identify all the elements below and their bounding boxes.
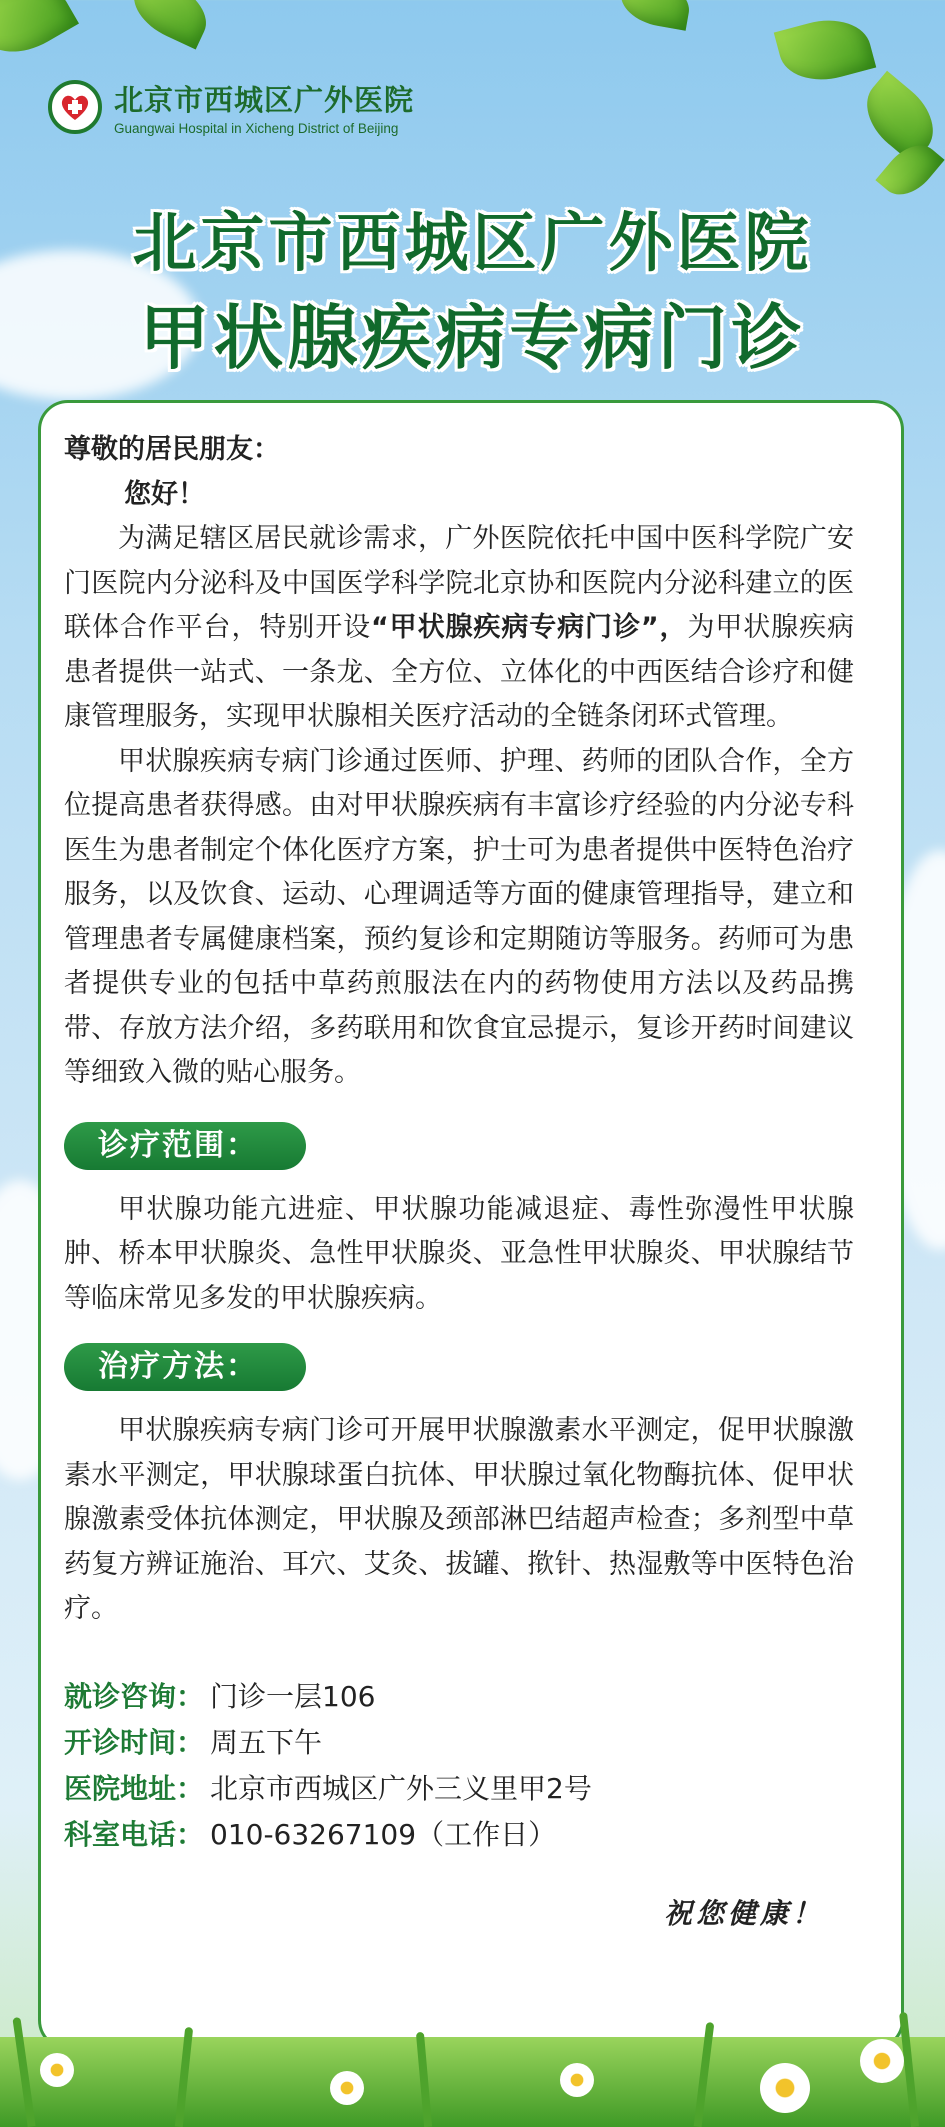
- info-row-address: [64, 1766, 854, 1812]
- hospital-emblem-icon: [48, 80, 102, 134]
- leaf-decoration: [0, 0, 79, 68]
- scope-section: [64, 1122, 854, 1322]
- page-title-line2: 甲状腺疾病专病门诊: [139, 297, 806, 379]
- hospital-logo: [48, 78, 414, 136]
- scope-text: 甲状腺功能亢进症、甲状腺功能减退症、毒性弥漫性甲状腺肿、桥本甲状腺炎、急性甲状腺炎、亚急性甲状腺炎、甲状腺结节等临床常见多发的甲状腺疾病。: [64, 1193, 854, 1314]
- info-row-phone: [64, 1812, 854, 1858]
- intro-text: 为甲状腺疾病患者提供一站式、一条龙、全方位、立体化的中西医结合诊疗和健康管理服务，实现甲状腺相关医疗活动的全链条闭环式管理。: [64, 612, 855, 732]
- daisy-flower: [560, 2063, 594, 2097]
- methods-heading: 治疗方法：: [64, 1343, 306, 1391]
- info-value: 门诊一层106: [210, 1679, 376, 1713]
- methods-section: [64, 1343, 854, 1632]
- logo-name-cn: 北京市西城区广外医院: [114, 83, 415, 117]
- intro-paragraph-1: [64, 517, 854, 740]
- page-title-line1: 北京市西城区广外医院: [132, 207, 813, 281]
- info-value: 周五下午: [210, 1725, 323, 1759]
- daisy-flower: [40, 2053, 74, 2087]
- scope-heading: 诊疗范围：: [64, 1122, 306, 1170]
- info-label: 开诊时间：: [64, 1725, 205, 1759]
- info-row-hours: [64, 1720, 854, 1766]
- daisy-flower: [860, 2039, 904, 2083]
- closing-signature: 祝您健康！: [663, 1896, 824, 1930]
- info-label: 科室电话：: [64, 1817, 205, 1851]
- daisy-flower: [330, 2071, 364, 2105]
- info-label: 就诊咨询：: [64, 1679, 205, 1713]
- clinic-name-highlight: “甲状腺疾病专病门诊”，: [371, 612, 688, 643]
- logo-name-en: Guangwai Hospital in Xicheng District of Beijing: [114, 121, 399, 136]
- contact-info: [64, 1674, 854, 1858]
- leaf-decoration: [123, 0, 217, 50]
- info-value: 北京市西城区广外三义里甲2号: [210, 1771, 592, 1805]
- greeting: 您好！: [124, 478, 205, 510]
- salutation: 尊敬的居民朋友：: [64, 434, 280, 465]
- methods-text: 甲状腺疾病专病门诊可开展甲状腺激素水平测定，促甲状腺激素水平测定，甲状腺球蛋白抗体、甲状腺过氧化物酶抗体、促甲状腺激素受体抗体测定，甲状腺及颈部淋巴结超声检查；多剂型中草药复方辨证施治、耳穴、艾灸、拔罐、揿针、热湿敷等中医特色治疗。: [64, 1415, 854, 1624]
- leaf-decoration: [774, 9, 876, 90]
- leaf-decoration: [617, 0, 694, 31]
- info-label: 医院地址：: [64, 1771, 205, 1805]
- intro-paragraph-2: 甲状腺疾病专病门诊通过医师、护理、药师的团队合作，全方位提高患者获得感。由对甲状腺疾病有丰富诊疗经验的内分泌专科医生为患者制定个体化医疗方案，护士可为患者提供中医特色治疗服务，以及饮食、运动、心理调适等方面的健康管理指导，建立和管理患者专属健康档案，预约复诊和定期随访等服务。药师可为患者提供专业的包括中草药煎服法在内的药物使用方法以及药品携带、存放方法介绍，多药联用和饮食宜忌提示，复诊开药时间建议等细致入微的贴心服务。: [64, 745, 854, 1088]
- daisy-flower: [760, 2063, 810, 2113]
- intro-text: 为满足辖区居民就诊需求，广外医院依托中国中医科学院广安门医院内分泌科及中国医学科学院北京协和医院内分泌科建立的医联体合作平台，特别开设: [64, 523, 854, 643]
- info-value: 010-63267109（工作日）: [210, 1817, 557, 1851]
- info-row-consult: [64, 1674, 854, 1720]
- content-body: [64, 428, 854, 1936]
